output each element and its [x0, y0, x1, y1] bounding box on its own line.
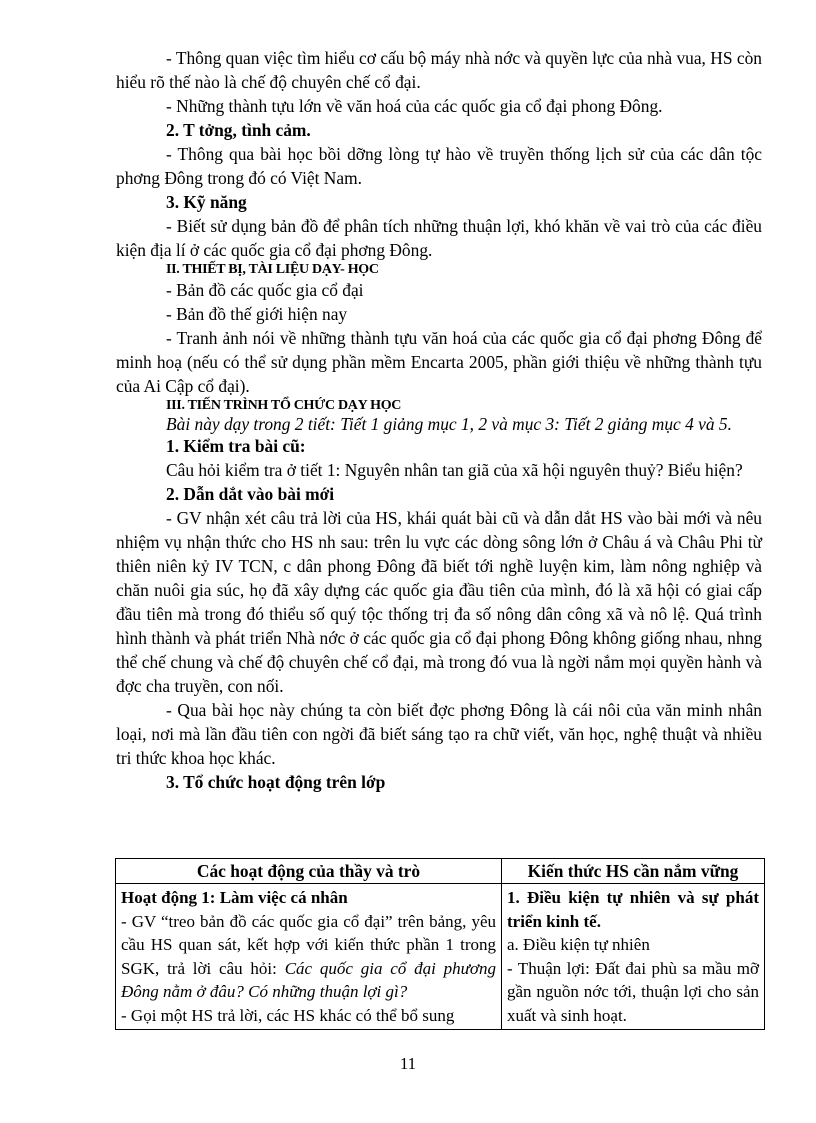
- heading-attitude: 2. T tởng, tình cảm.: [166, 120, 311, 140]
- activity-question: Các quốc gia cổ đại phương Đông nằm ở đâu? Có những thuận lợi gì?: [121, 958, 496, 1001]
- knowledge-text: - Thuận lợi: Đất đai phù sa mầu mỡ gần nguồn nớc tới, thuận lợi cho sản xuất và sinh hoạt.: [507, 958, 759, 1025]
- paragraph: - Bản đồ thế giới hiện nay: [166, 304, 348, 324]
- column-header-knowledge: Kiến thức HS cần nắm vững: [502, 859, 765, 884]
- heading-skills: 3. Kỹ năng: [166, 192, 247, 212]
- activity-table: [115, 858, 765, 1030]
- activity-text: - Gọi một HS trả lời, các HS khác có thể bổ sung: [121, 1005, 455, 1025]
- knowledge-title: 1. Điều kiện tự nhiên và sự phát triển kinh tế.: [507, 888, 759, 931]
- heading-activities: 3. Tổ chức hoạt động trên lớp: [166, 772, 386, 792]
- paragraph: - Thông quan việc tìm hiểu cơ cấu bộ máy nhà nớc và quyền lực của nhà vua, HS còn hiểu rõ thế nào là chế độ chuyên chế cổ đại.: [116, 48, 762, 92]
- paragraph: - Tranh ảnh nói về những thành tựu văn hoá của các quốc gia cổ đại phơng Đông để minh hoạ (nếu có thể sử dụng phần mềm Encarta 2005, phần giới thiệu về những thành tựu của Ai Cập cổ đại).: [116, 328, 762, 396]
- paragraph: Câu hỏi kiểm tra ở tiết 1: Nguyên nhân tan giã của xã hội nguyên thuỷ? Biểu hiện?: [166, 460, 743, 480]
- activity-text: - GV “treo bản đồ các quốc gia cổ đại” trên bảng, yêu cầu HS quan sát, kết hợp với kiến thức phần 1 trong SGK, trả lời câu hỏi: Các quốc gia cổ đại phương Đông nằm ở đâu? Có những thuận lợi gì?: [121, 911, 496, 1001]
- paragraph: - Qua bài học này chúng ta còn biết đợc phơng Đông là cái nôi của văn minh nhân loại, nơi mà lần đầu tiên con ngời đã biết sáng tạo ra chữ viết, văn học, nghệ thuật và nhiều tri thức khoa học khác.: [116, 700, 762, 768]
- section-heading-equipment: II. THIẾT BỊ, TÀI LIỆU DẠY- HỌC: [166, 262, 379, 277]
- table-header-row: [116, 859, 765, 884]
- knowledge-cell: [502, 884, 765, 1030]
- activity-title: Hoạt động 1: Làm việc cá nhân: [121, 888, 348, 907]
- knowledge-subtitle: a. Điều kiện tự nhiên: [507, 935, 650, 954]
- document-body: [116, 46, 762, 794]
- paragraph: - Biết sử dụng bản đồ để phân tích những thuận lợi, khó khăn về vai trò của các điều kiện địa lí ở các quốc gia cổ đại phơng Đông.: [116, 216, 762, 260]
- paragraph: - Những thành tựu lớn về văn hoá của các quốc gia cổ đại phong Đông.: [166, 96, 663, 116]
- column-header-activities: Các hoạt động của thầy và trò: [116, 859, 502, 884]
- activity-cell: [116, 884, 502, 1030]
- section-heading-process: III. TIẾN TRÌNH TỔ CHỨC DẠY HỌC: [166, 398, 402, 413]
- paragraph-note: Bài này dạy trong 2 tiết: Tiết 1 giảng mục 1, 2 và mục 3: Tiết 2 giảng mục 4 và 5.: [166, 414, 732, 434]
- page-number: 11: [399, 1054, 417, 1073]
- heading-review: 1. Kiểm tra bài cũ:: [166, 436, 306, 456]
- paragraph: - Bản đồ các quốc gia cổ đại: [166, 280, 364, 300]
- paragraph: - Thông qua bài học bồi dỡng lòng tự hào về truyền thống lịch sử của các dân tộc phơng Đông trong đó có Việt Nam.: [116, 144, 762, 188]
- paragraph: - GV nhận xét câu trả lời của HS, khái quát bài cũ và dẫn dắt HS vào bài mới và nêu nhiệm vụ nhận thức cho HS nh sau: trên lu vực các dòng sông lớn ở Châu á và Châu Phi từ thiên niên kỷ IV TCN, c dân phong Đông đã biết tới nghề luyện kim, làm nông nghiệp và chăn nuôi gia súc, họ đã xây dựng các quốc gia đầu tiên của mình, đó là xã hội có giai cấp đầu tiên mà trong đó thiểu số quý tộc thống trị đa số nông dân công xã và nô lệ. Quá trình hình thành và phát triển Nhà nớc ở các quốc gia cổ đại phong Đông không giống nhau, nhng thể chế chung và chế độ chuyên chế cổ đại, mà trong đó vua là ngời nắm mọi quyền hành và đợc cha truyền, con nối.: [116, 508, 762, 696]
- heading-intro: 2. Dẫn dắt vào bài mới: [166, 484, 335, 504]
- table-row: [116, 884, 765, 1030]
